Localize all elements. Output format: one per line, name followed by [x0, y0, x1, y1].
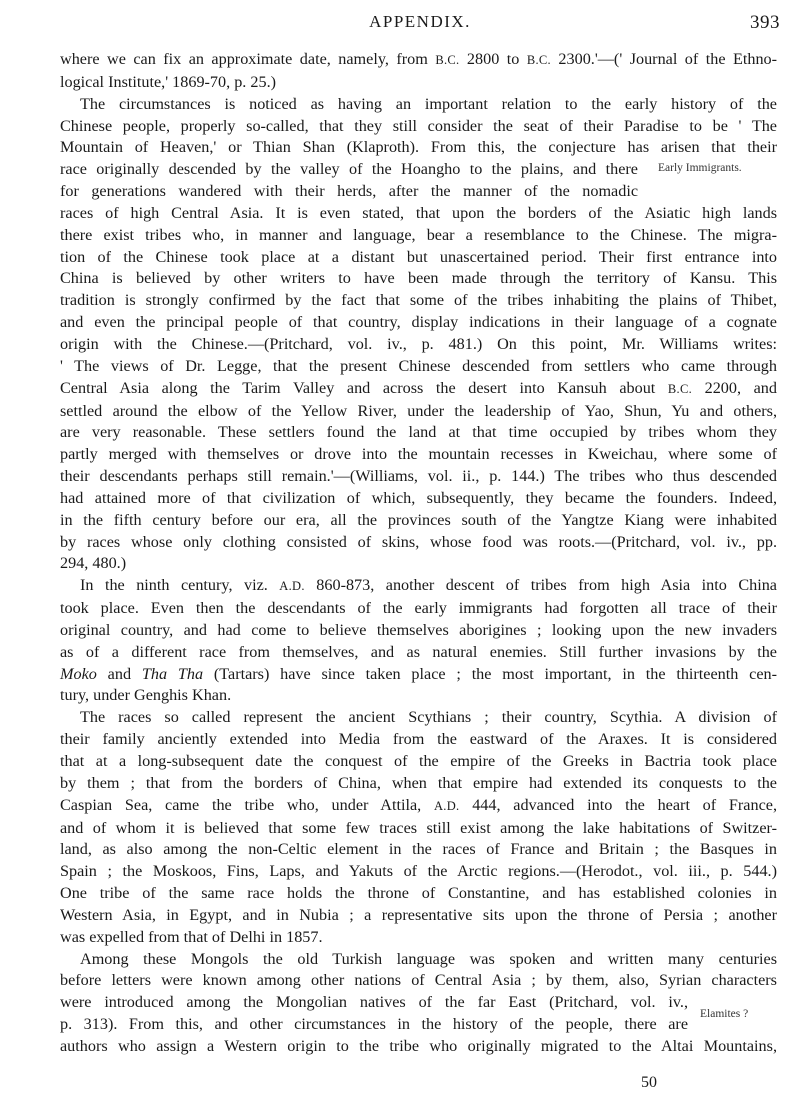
text-line: Caspian Sea, came the tribe who, under Attila, A.D. 444, advanced into the heart of France,: [60, 795, 778, 814]
running-header: [60, 12, 780, 36]
text-line: settled around the elbow of the Yellow River, under the leadership of Yao, Shun, Yu and others,: [60, 401, 777, 420]
text-line: are very reasonable. These settlers found the land at that time occupied by tribes whom they: [60, 423, 777, 442]
text-line: ' The views of Dr. Legge, that the present Chinese descended from settlers who came through: [60, 356, 777, 375]
text-line: and even the principal people of that country, display indications in their language of a cognate: [60, 313, 777, 332]
text-line: there exist tribes who, in manner and language, bear a resemblance to the Chinese. The migra-: [60, 225, 777, 244]
text-line: races of high Central Asia. It is even stated, that upon the borders of the Asiatic high lands: [60, 203, 777, 222]
text-line: authors who assign a Western origin to the tribe who originally migrated to the Altai Mountains,: [60, 1036, 777, 1055]
body-text: [60, 49, 777, 1058]
text-line: for generations wandered with their herds, after the manner of the nomadic: [60, 182, 638, 201]
text-line: where we can fix an approximate date, namely, from B.C. 2800 to B.C. 2300.'—(' Journal of the Ethno-: [60, 50, 778, 68]
text-line: in the fifth century before our era, all the provinces south of the Yangtze Kiang were inhabited: [60, 510, 777, 529]
text-line: Among these Mongols the old Turkish language was spoken and written many centuries: [80, 949, 777, 968]
signature-mark: 50: [641, 1074, 657, 1091]
text-line: logical Institute,' 1869-70, p. 25.): [60, 72, 277, 91]
text-line: The races so called represent the ancient Scythians ; their country, Scythia. A division of: [80, 708, 777, 727]
text-line: land, as also among the non-Celtic element in the races of France and Britain ; the Basques in: [60, 840, 777, 859]
text-line: origin with the Chinese.—(Pritchard, vol. iv., p. 481.) On this point, Mr. Williams writes:: [60, 334, 777, 353]
text-line: Chinese people, properly so-called, that they still consider the seat of their Paradise to be ' The: [60, 116, 777, 135]
text-line: and of whom it is believed that some few traces still exist among the lake habitations of Switzer-: [60, 818, 777, 837]
text-line: their family anciently extended into Media from the eastward of the Araxes. It is considered: [60, 730, 777, 749]
text-line: Western Asia, in Egypt, and in Nubia ; a representative sits upon the throne of Persia ; another: [60, 905, 777, 924]
text-line: their descendants perhaps still remain.'—(Williams, vol. ii., p. 144.) The tribes who thus descended: [60, 467, 777, 486]
text-line: China is believed by other writers to have been made through the territory of Kansu. This: [60, 269, 777, 288]
text-line: as of a different race from themselves, and as natural enemies. Still further invasions by the: [60, 642, 777, 661]
text-line: were introduced among the Mongolian natives of the far East (Pritchard, vol. iv.,: [60, 993, 688, 1012]
text-line: Central Asia along the Tarim Valley and across the desert into Kansuh about B.C. 2200, and: [60, 378, 777, 397]
text-line: took place. Even then the descendants of the early immigrants had forgotten all trace of their: [60, 599, 777, 618]
text-line: One tribe of the same race holds the throne of Constantine, and has established colonies in: [60, 884, 777, 903]
text-line: partly merged with themselves or drove into the mountain recesses in Kweichau, where some of: [60, 445, 777, 464]
text-line: before letters were known among other nations of Central Asia ; by them, also, Syrian characters: [60, 971, 777, 990]
text-line: Mountain of Heaven,' or Thian Shan (Klaproth). From this, the conjecture has arisen that their: [60, 138, 777, 157]
text-line: had attained more of that civilization of which, subsequently, they became the founders. Indeed,: [60, 488, 777, 507]
text-line: original country, and had come to believe themselves aborigines ; looking upon the new invaders: [60, 620, 777, 639]
text-line: In the ninth century, viz. A.D. 860-873, another descent of tribes from high Asia into China: [80, 576, 777, 595]
text-line: p. 313). From this, and other circumstances in the history of the people, there are: [60, 1015, 688, 1034]
text-line: The circumstances is noticed as having an important relation to the early history of the: [80, 94, 777, 113]
text-line: by races whose only clothing consisted of skins, whose food was roots.—(Pritchard, vol. iv., pp.: [60, 532, 777, 551]
margin-note-early-immigrants: Early Immigrants.: [658, 162, 742, 174]
text-line: tion of the Chinese took place at a distant but unascertained period. Their first entrance into: [60, 247, 777, 266]
margin-note-elamites: Elamites ?: [700, 1008, 749, 1020]
text-line: that at a long-subsequent date the conquest of the empire of the Greeks in Bactria took place: [60, 752, 777, 770]
text-line: 294, 480.): [60, 554, 127, 573]
text-line: tury, under Genghis Khan.: [60, 686, 232, 705]
text-line: race originally descended by the valley of the Hoangho to the plains, and there: [60, 160, 638, 179]
text-line: tradition is strongly confirmed by the fact that some of the tribes inhabiting the plains of Thibet,: [60, 291, 777, 310]
text-line: was expelled from that of Delhi in 1857.: [60, 927, 323, 946]
text-line: Moko and Tha Tha (Tartars) have since taken place ; the most important, in the thirteenth cen-: [60, 664, 778, 683]
text-line: by them ; that from the borders of China, when that empire had extended its conquests to the: [60, 773, 777, 792]
page-number: 393: [750, 12, 780, 33]
text-line: Spain ; the Moskoos, Fins, Laps, and Yakuts of the Arctic regions.—(Herodot., vol. iii., p. 544.): [60, 862, 777, 881]
running-title: APPENDIX.: [369, 12, 471, 31]
